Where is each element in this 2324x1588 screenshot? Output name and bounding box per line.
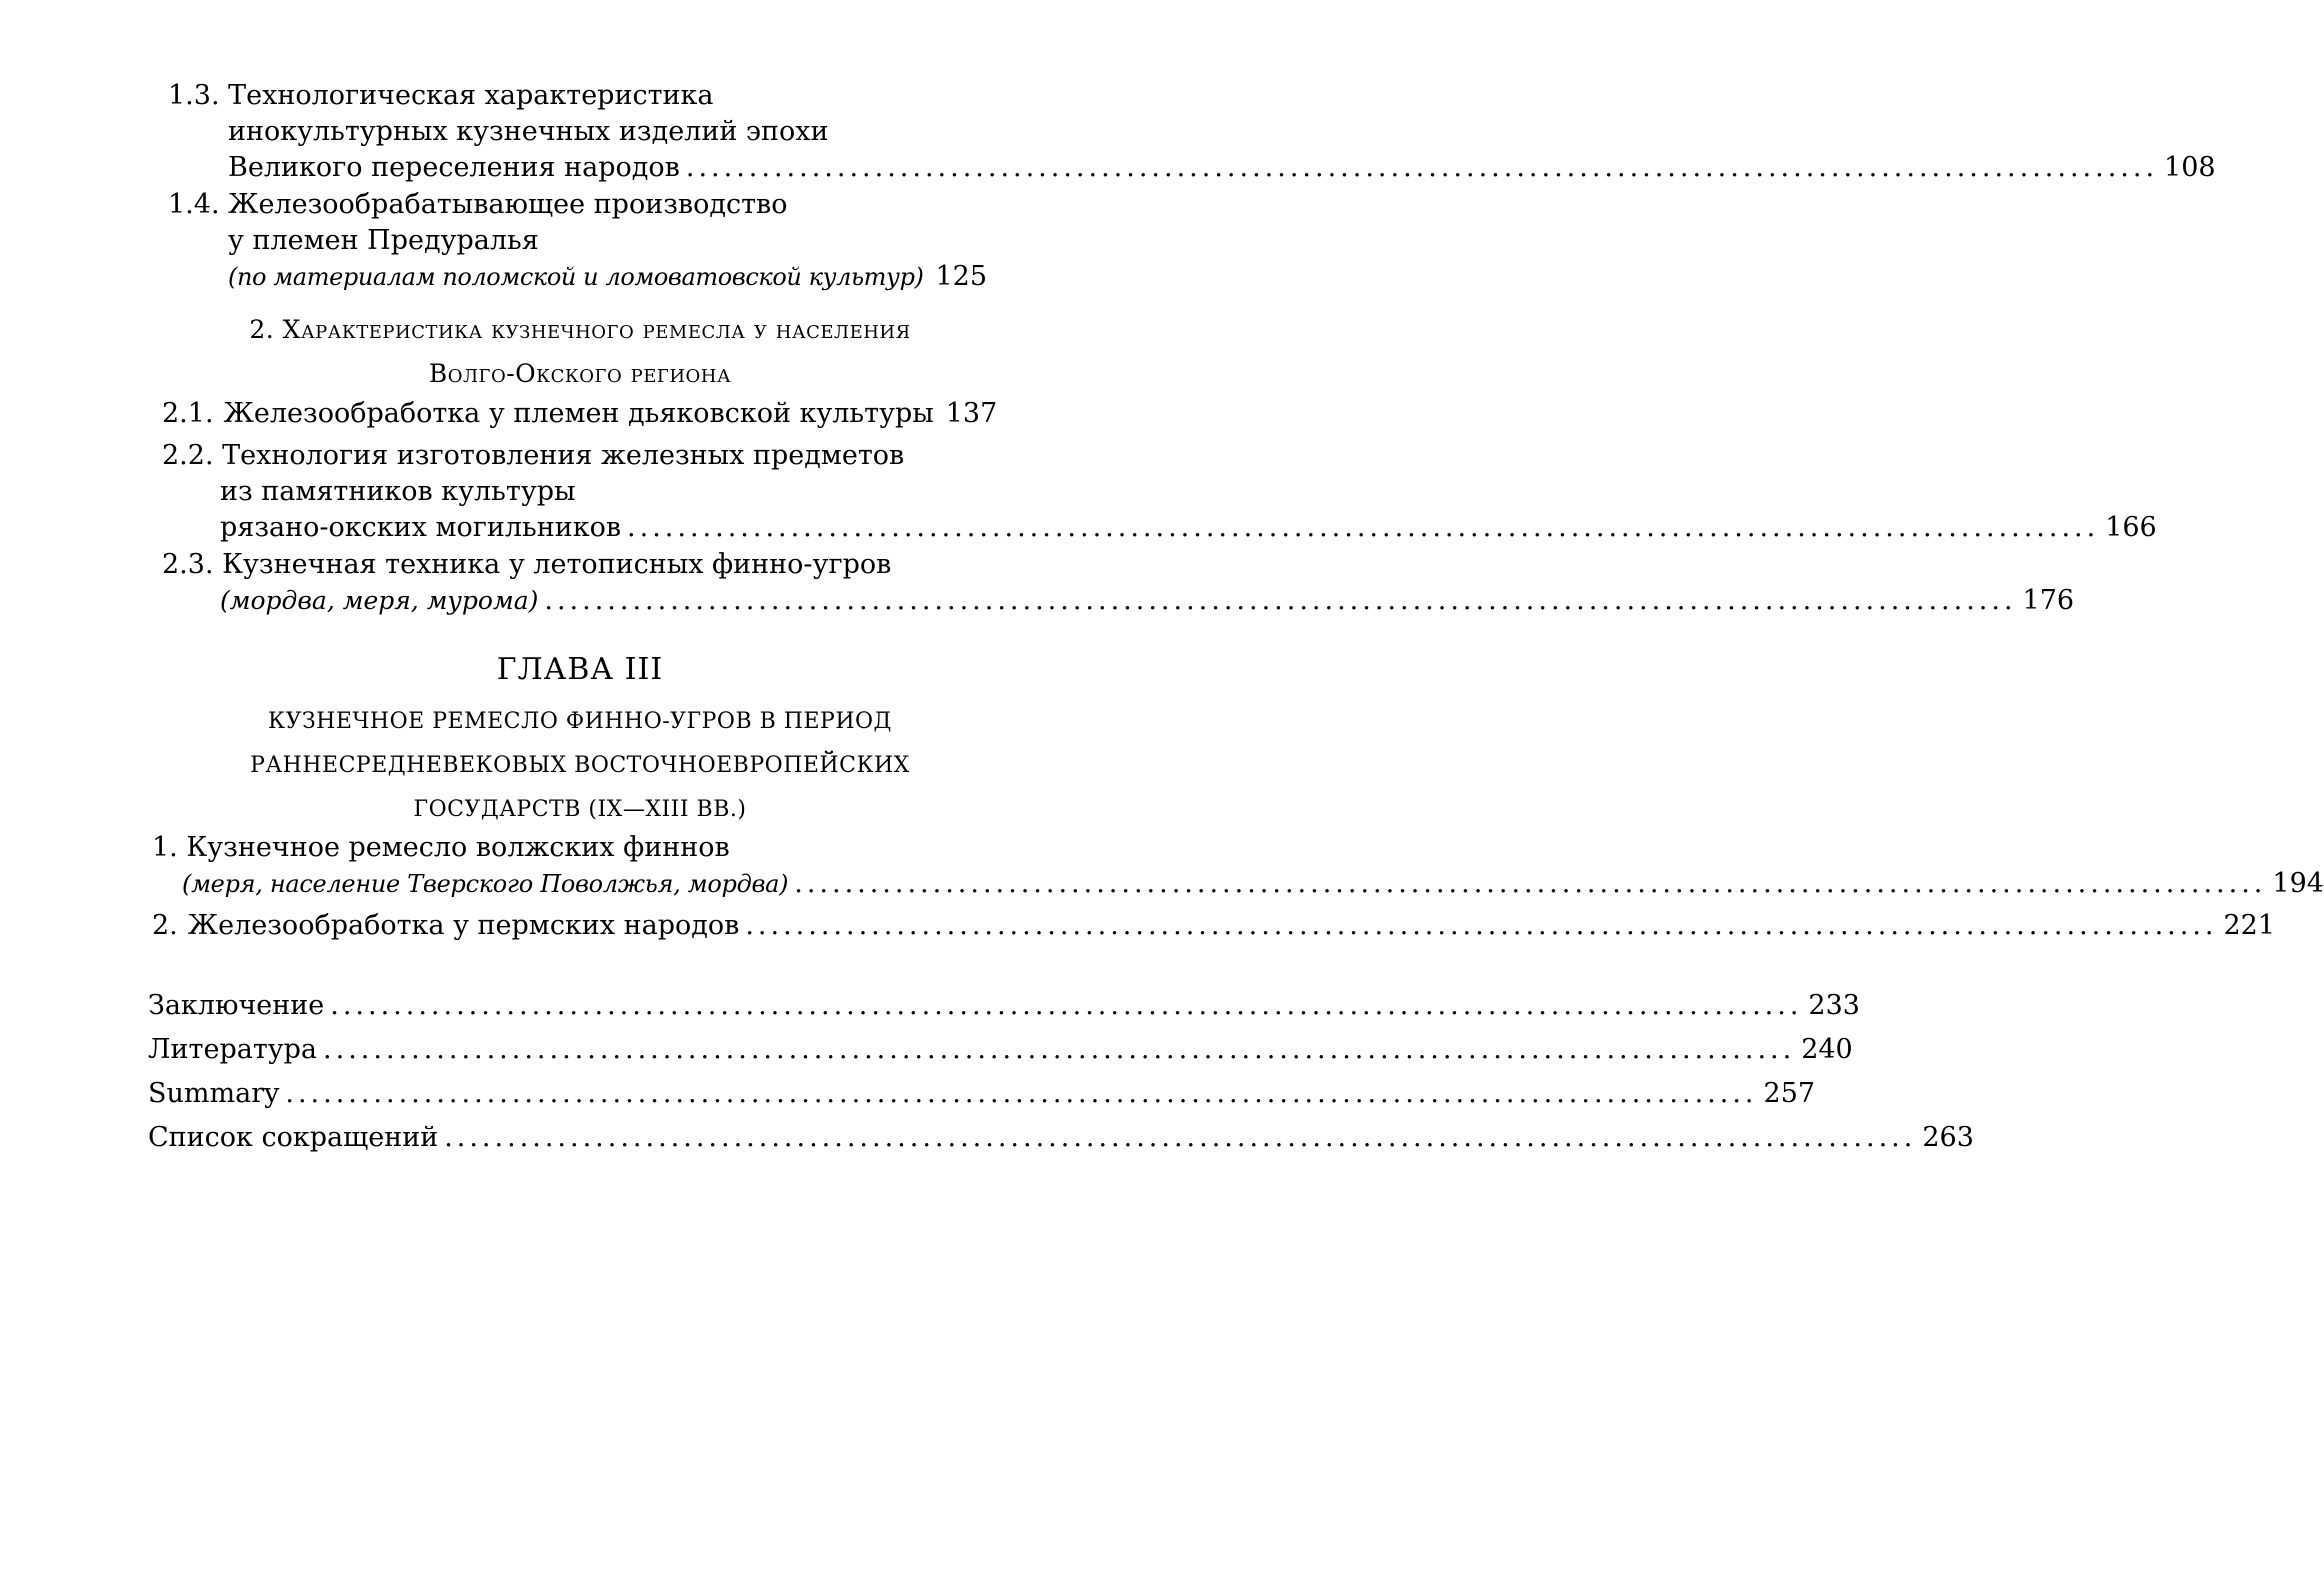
dot-leader: ..................................................................................................................... xyxy=(444,1122,1917,1153)
page-number: 166 xyxy=(2105,512,2157,543)
entry-title-line: Технология изготовления железных предметов xyxy=(222,440,905,471)
toc-entry-2-3 xyxy=(162,547,2075,619)
dot-leader: ..................................................................................................................... xyxy=(627,512,2100,543)
entry-title-line: Технологическая характеристика xyxy=(228,80,714,111)
entry-number: 2. xyxy=(152,910,178,941)
entry-title-line: Кузнечное ремесло волжских финнов xyxy=(186,832,730,863)
toc-entry-2-2 xyxy=(162,438,2157,546)
entry-title-line: рязано-окских могильников xyxy=(220,512,622,543)
page-number: 257 xyxy=(1763,1078,1816,1109)
entry-title-line: Литература xyxy=(148,1034,318,1065)
section-heading-2 xyxy=(150,308,1010,396)
page-number: 233 xyxy=(1808,990,1860,1021)
dot-leader: ..................................................................................................................... xyxy=(323,1034,1796,1065)
entry-title-line: Великого переселения народов xyxy=(228,152,680,183)
dot-leader: ..................................................................................................................... xyxy=(685,152,2159,183)
entry-title-line: Железообработка у племен дьяковской культуры xyxy=(223,398,934,429)
entry-number: 1.4. xyxy=(168,189,220,220)
chapter-subtitle xyxy=(150,700,1010,832)
chapter-title: ГЛАВА III xyxy=(496,652,664,687)
toc-end-entry xyxy=(148,1072,1816,1116)
toc-end-entries xyxy=(148,984,1974,1160)
chapter-subtitle-line: КУЗНЕЧНОЕ РЕМЕСЛО ФИННО-УГРОВ В ПЕРИОД xyxy=(268,709,892,734)
page-number: 125 xyxy=(935,261,988,292)
entry-title-line: Кузнечная техника у летописных финно-угров xyxy=(222,549,892,580)
entry-title-line: Железообработка у пермских народов xyxy=(187,910,740,941)
entry-title-line: Железообрабатывающее производство xyxy=(228,189,788,220)
entry-title-line: Заключение xyxy=(148,990,325,1021)
section-heading-line: 2. Характеристика кузнечного ремесла у населения xyxy=(249,315,911,344)
entry-number: 2.3. xyxy=(162,549,214,580)
entry-title-line: из памятников культуры xyxy=(220,476,576,507)
page-number: 108 xyxy=(2164,152,2216,183)
dot-leader: ..................................................................................................................... xyxy=(285,1078,1758,1109)
entry-number: 2.1. xyxy=(162,398,214,429)
dot-leader: ..................................................................................................................... xyxy=(794,868,2267,899)
chapter-subtitle-line: ГОСУДАРСТВ (IX—XIII ВВ.) xyxy=(413,797,747,822)
chapter-subtitle-line: РАННЕСРЕДНЕВЕКОВЫХ ВОСТОЧНОЕВРОПЕЙСКИХ xyxy=(250,753,910,778)
entry-title-line: Summary xyxy=(148,1078,280,1109)
entry-number: 2.2. xyxy=(162,440,214,471)
toc-entry-1-4 xyxy=(168,187,988,295)
page-number: 137 xyxy=(945,398,998,429)
entry-subtitle-italic: (по материалам поломской и ломоватовской культур) xyxy=(228,263,924,291)
page-number: 194 xyxy=(2272,868,2324,899)
toc-entry-c3-2 xyxy=(152,908,2276,944)
entry-title-line: у племен Предуралья xyxy=(228,225,539,256)
page-number: 263 xyxy=(1922,1122,1974,1153)
entry-number: 1. xyxy=(152,832,178,863)
entry-title-line: Список сокращений xyxy=(148,1122,439,1153)
entry-subtitle-italic: (меря, население Тверского Поволжья, мордва) xyxy=(182,870,789,898)
toc-end-entry xyxy=(148,984,1860,1028)
entry-subtitle-italic: (мордва, меря, мурома) xyxy=(220,586,539,615)
toc-entry-1-3 xyxy=(168,78,2216,186)
page-number: 221 xyxy=(2223,910,2276,941)
dot-leader: ..................................................................................................................... xyxy=(745,910,2218,941)
page-number: 176 xyxy=(2022,585,2075,616)
entry-number: 1.3. xyxy=(168,80,220,111)
entry-title-line: инокультурных кузнечных изделий эпохи xyxy=(228,116,829,147)
toc-end-entry xyxy=(148,1116,1974,1160)
dot-leader: ..................................................................................................................... xyxy=(330,990,1803,1021)
dot-leader: ..................................................................................................................... xyxy=(544,585,2017,616)
toc-entry-c3-1 xyxy=(152,830,2324,902)
section-heading-line: Волго-Окского региона xyxy=(428,359,732,388)
page-number: 240 xyxy=(1801,1034,1853,1065)
toc-end-entry xyxy=(148,1028,1853,1072)
toc-entry-2-1 xyxy=(162,396,998,432)
